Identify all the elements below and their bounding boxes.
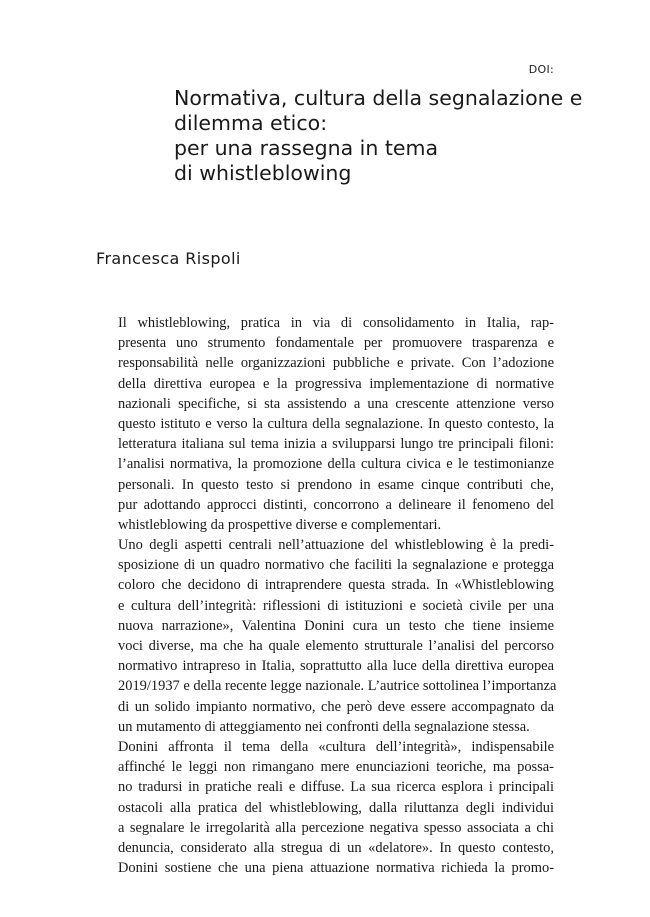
text-line: pur adottando approcci distinti, concorrono a delineare il fenomeno del <box>118 496 554 513</box>
paragraph-1 <box>96 313 554 535</box>
paragraph-3 <box>96 737 554 878</box>
text-line: e cultura dell’integrità: riflessioni di istituzioni e società civile per una <box>118 597 554 614</box>
text-line: sposizione di un quadro normativo che faciliti la segnalazione e protegga <box>118 557 554 574</box>
doi-label: DOI: <box>528 63 554 76</box>
text-line: nazionali specifiche, si sta assistendo a una crescente attenzione verso <box>118 395 554 412</box>
article-title <box>174 86 594 186</box>
text-line: ostacoli alla pratica del whistleblowing, dalla riluttanza degli individui <box>118 799 554 816</box>
text-line: responsabilità nelle organizzazioni pubbliche e private. Con l’adozione <box>118 355 554 372</box>
text-line: voci diverse, ma che ha quale elemento strutturale l’analisi del percorso <box>118 638 554 654</box>
text-line: 2019/1937 e della recente legge nazionale. L’autrice sottolinea l’importanza <box>118 678 557 695</box>
text-line: letteratura italiana sul tema inizia a svilupparsi lungo tre principali filoni: <box>118 436 554 453</box>
text-line: Il whistleblowing, pratica in via di consolidamento in Italia, rap- <box>118 315 554 331</box>
text-line: Uno degli aspetti centrali nell’attuazione del whistleblowing è la predi- <box>118 537 554 554</box>
title-line: dilemma etico: <box>174 111 328 135</box>
text-line: di un solido impianto normativo, che però deve essere accompagnato da <box>118 698 554 715</box>
article-body <box>96 313 557 878</box>
text-line: questo istituto e verso la cultura della segnalazione. In questo contesto, la <box>118 415 554 432</box>
text-line: della direttiva europea e la progressiva implementazione di normative <box>118 375 554 392</box>
paragraph-2 <box>96 535 557 737</box>
title-line: per una rassegna in tema <box>174 136 439 160</box>
text-line: coloro che decidono di intraprendere questa strada. In «Whistleblowing <box>118 577 554 594</box>
text-line: un mutamento di atteggiamento nei confronti della segnalazione stessa. <box>118 718 530 735</box>
title-line: Normativa, cultura della segnalazione e <box>174 86 583 110</box>
text-line: a segnalare le irregolarità alla percezione negativa spesso associata a chi <box>118 819 554 836</box>
text-line: personali. In questo testo si prendono in esame cinque contributi che, <box>118 476 554 493</box>
text-line: l’analisi normativa, la promozione della cultura civica e le testimonianze <box>118 456 554 473</box>
text-line: no tradursi in pratiche reali e diffuse. La sua ricerca esplora i principali <box>118 779 554 796</box>
text-line: whistleblowing da prospettive diverse e complementari. <box>118 516 442 533</box>
text-line: denuncia, considerato alla stregua di un «delatore». In questo contesto, <box>118 839 554 856</box>
text-line: Donini affronta il tema della «cultura dell’integrità», indispensabile <box>118 738 554 755</box>
text-line: Donini sostiene che una piena attuazione normativa richieda la promo- <box>118 860 554 877</box>
text-line: normativo intrapreso in Italia, soprattutto alla luce della direttiva europea <box>118 658 554 675</box>
title-line: di whistleblowing <box>174 161 352 185</box>
text-line: presenta uno strumento fondamentale per promuovere trasparenza e <box>118 335 554 352</box>
text-line: nuova narrazione», Valentina Donini cura un testo che tiene insieme <box>118 617 554 634</box>
author-name: Francesca Rispoli <box>96 249 241 268</box>
text-line: affinché le leggi non rimangano mere enunciazioni teoriche, ma possa- <box>118 759 554 776</box>
